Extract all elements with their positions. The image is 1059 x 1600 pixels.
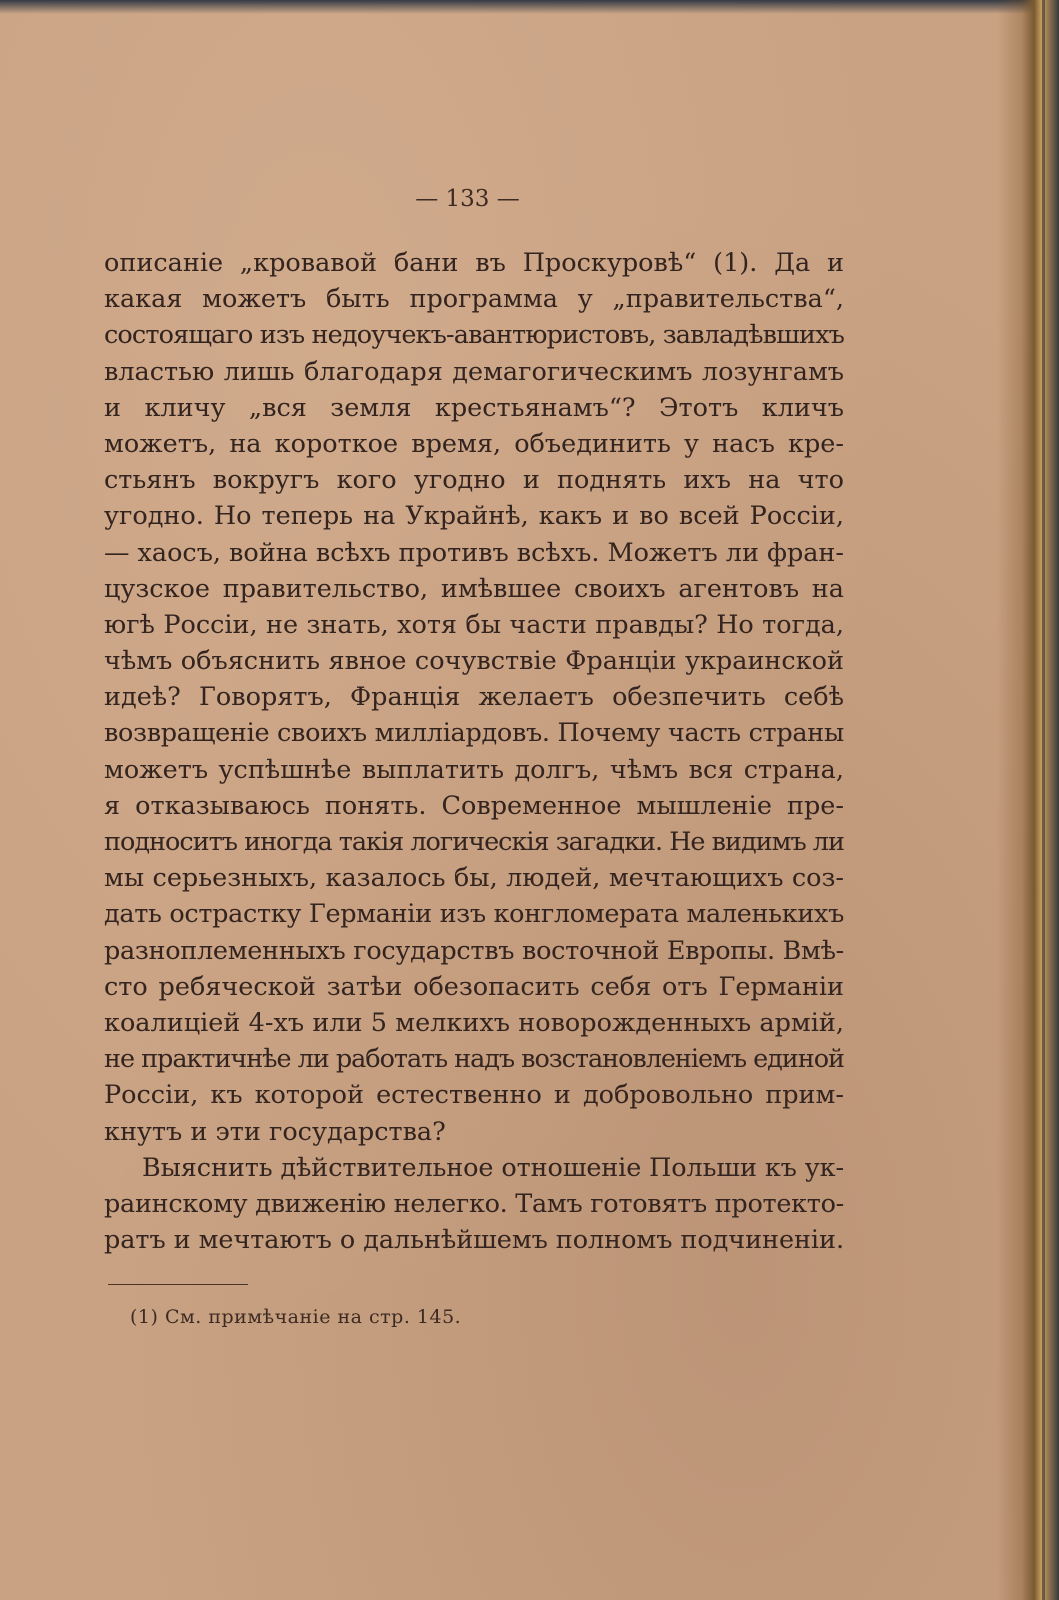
text-line: стьянъ вокругъ кого угодно и поднять ихъ на что — [104, 465, 844, 496]
text-line: дать острастку Германіи изъ конгломерата маленькихъ — [104, 899, 844, 930]
text-line: подноситъ иногда такія логическія загадки. Не видимъ ли — [104, 827, 844, 857]
text-line: я отказываюсь понять. Современное мышленіе пре- — [104, 790, 844, 821]
text-line: угодно. Но теперь на Украйнѣ, какъ и во всей Россіи, — [104, 501, 844, 532]
page-number: — 133 — — [415, 186, 520, 212]
text-line: Выяснить дѣйствительное отношеніе Польши къ ук- — [142, 1152, 844, 1183]
text-line: югѣ Россіи, не знать, хотя бы части правды? Но тогда, — [104, 609, 844, 640]
text-line: кнутъ и эти государства? — [104, 1116, 446, 1147]
text-line: раинскому движенію нелегко. Тамъ готовятъ протекто- — [104, 1188, 845, 1219]
text-line: сто ребяческой затѣи обезопасить себя отъ Германіи — [104, 971, 844, 1002]
text-line: какая можетъ быть программа у „правительства“, — [104, 284, 844, 315]
text-line: мы серьезныхъ, казалось бы, людей, мечтающихъ соз- — [104, 863, 844, 894]
top-shadow — [0, 0, 1059, 14]
text-line: чѣмъ объяснить явное сочувствіе Франціи украинской — [104, 646, 844, 677]
text-line: возвращеніе своихъ милліардовъ. Почему часть страны — [104, 718, 844, 749]
body-text — [104, 245, 844, 1258]
text-line: и кличу „вся земля крестьянамъ“? Этотъ кличъ — [104, 392, 844, 423]
footnote: (1) См. примѣчаніе на стр. 145. — [130, 1306, 462, 1328]
text-line: можетъ успѣшнѣе выплатить долгъ, чѣмъ вся страна, — [104, 754, 844, 785]
text-line: Россіи, къ которой естественно и добровольно прим- — [104, 1080, 844, 1111]
text-line: можетъ, на короткое время, объединить у насъ кре- — [104, 428, 844, 459]
text-line: властью лишь благодаря демагогическимъ лозунгамъ — [104, 356, 844, 387]
text-line: состоящаго изъ недоучекъ-авантюристовъ, завладѣвшихъ — [104, 320, 844, 351]
page-edge-stripe — [1042, 0, 1045, 1600]
text-line: — хаосъ, война всѣхъ противъ всѣхъ. Можетъ ли фран- — [104, 537, 844, 568]
text-line: идеѣ? Говорятъ, Франція желаетъ обезпечить себѣ — [104, 682, 844, 713]
text-line: цузское правительство, имѣвшее своихъ агентовъ на — [104, 573, 844, 604]
text-line: разноплеменныхъ государствъ восточной Европы. Вмѣ- — [104, 935, 844, 966]
text-line: не практичнѣе ли работать надъ возстановленіемъ единой — [104, 1044, 844, 1075]
text-line: описаніе „кровавой бани въ Проскуровѣ“ (1). Да и — [104, 248, 844, 278]
book-spine-edge — [997, 0, 1059, 1600]
footnote-divider — [108, 1284, 248, 1285]
text-line: коалиціей 4-хъ или 5 мелкихъ новорожденныхъ армій, — [104, 1007, 844, 1038]
text-line: ратъ и мечтаютъ о дальнѣйшемъ полномъ подчиненіи. — [104, 1225, 844, 1256]
